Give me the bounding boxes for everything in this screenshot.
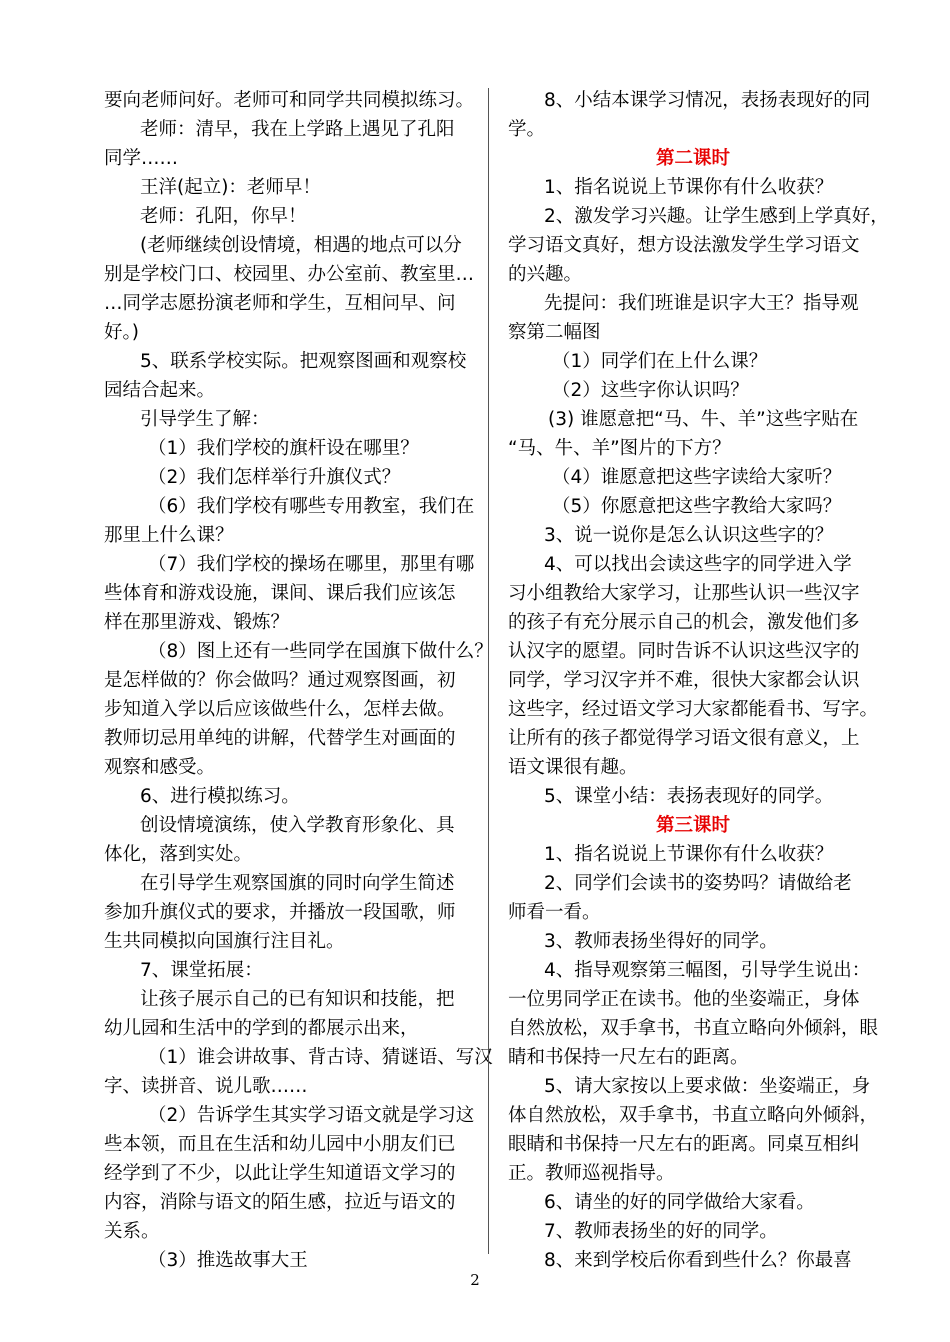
text-line: （7）我们学校的操场在哪里，那里有哪 [148,554,475,575]
text-line: 语文课很有趣。 [508,757,638,778]
text-line: 的孩子有充分展示自己的机会，激发他们多 [508,612,860,633]
text-line: 园结合起来。 [104,380,216,401]
text-line: 别是学校门口、校园里、办公室前、教室里… [104,264,475,285]
text-line: 王洋(起立)：老师早！ [140,177,321,198]
text-line: 关系。 [104,1221,160,1242]
text-line: (老师继续创设情境，相遇的地点可以分 [140,235,462,256]
text-line: （2）这些字你认识吗？ [552,380,749,401]
text-line: 先提问：我们班谁是识字大王？指导观 [544,293,859,314]
text-line: …同学志愿扮演老师和学生，互相问早、问 [104,293,456,314]
text-line: 的兴趣。 [508,264,583,285]
text-line: 学习语文真好，想方设法激发学生学习语文 [508,235,860,256]
text-line: 步知道入学以后应该做些什么，怎样去做。 [104,699,456,720]
text-line: 内容，消除与语文的陌生感，拉近与语文的 [104,1192,456,1213]
text-line: 好。) [104,322,139,343]
text-line: “马、牛、羊”图片的下方？ [508,438,731,459]
text-line: 习小组教给大家学习，让那些认识一些汉字 [508,583,860,604]
text-line: 体化，落到实处。 [104,844,253,865]
text-line: （5）你愿意把这些字教给大家吗？ [552,496,842,517]
text-line: 师看一看。 [508,902,601,923]
text-line: 是怎样做的？你会做吗？通过观察图画，初 [104,670,456,691]
text-line: （1）我们学校的旗杆设在哪里？ [148,438,419,459]
text-line: 察第二幅图 [508,322,601,343]
text-line: 体自然放松，双手拿书，书直立略向外倾斜， [508,1105,879,1126]
text-line: 创设情境演练，使入学教育形象化、具 [140,815,455,836]
text-line: 8、来到学校后你看到些什么？你最喜 [544,1250,852,1271]
text-line: 4、可以找出会读这些字的同学进入学 [544,554,852,575]
text-line: （8）图上还有一些同学在国旗下做什么？ [148,641,493,662]
text-line: 自然放松，双手拿书，书直立略向外倾斜，眼 [508,1018,879,1039]
text-line: 老师：清早，我在上学路上遇见了孔阳 [140,119,455,140]
text-line: 学。 [508,119,546,140]
right-column [508,86,889,1275]
text-line: 6、进行模拟练习。 [140,786,300,807]
text-line: （1）同学们在上什么课？ [552,351,768,372]
text-line: 经学到了不少，以此让学生知道语文学习的 [104,1163,456,1184]
text-line: 眼睛和书保持一尺左右的距离。同桌互相纠 [508,1134,860,1155]
text-line: 在引导学生观察国旗的同时向学生简述 [140,873,455,894]
text-line: （4）谁愿意把这些字读给大家听？ [552,467,842,488]
text-line: 3、说一说你是怎么认识这些字的？ [544,525,834,546]
text-line: 7、课堂拓展： [140,960,263,981]
text-line: 认汉字的愿望。同时告诉不认识这些汉字的 [508,641,860,662]
text-line: 那里上什么课？ [104,525,234,546]
section-heading: 第三课时 [655,815,730,836]
text-line: 教师切忌用单纯的讲解，代替学生对画面的 [104,728,456,749]
text-line: 参加升旗仪式的要求，并播放一段国歌，师 [104,902,456,923]
text-line: 字、读拼音、说儿歌…… [104,1076,308,1097]
text-line: 正。教师巡视指导。 [508,1163,675,1184]
text-line: 引导学生了解： [140,409,270,430]
text-line: （2）告诉学生其实学习语文就是学习这 [148,1105,475,1126]
text-line: （1）谁会讲故事、背古诗、猜谜语、写汉 [148,1047,493,1068]
text-line: 些体育和游戏设施，课间、课后我们应该怎 [104,583,456,604]
text-line: 观察和感受。 [104,757,216,778]
text-line: 2、同学们会读书的姿势吗？请做给老 [544,873,852,894]
text-line: （3）推选故事大王 [148,1250,308,1271]
text-line: （2）我们怎样举行升旗仪式？ [148,467,401,488]
page-number: 2 [470,1271,480,1289]
text-line: 6、请坐的好的同学做给大家看。 [544,1192,815,1213]
text-line: 1、指名说说上节课你有什么收获？ [544,177,834,198]
text-line: 4、指导观察第三幅图，引导学生说出： [544,960,871,981]
text-line: 同学…… [104,148,179,169]
text-line: 1、指名说说上节课你有什么收获？ [544,844,834,865]
text-line: 些本领，而且在生活和幼儿园中小朋友们已 [104,1134,456,1155]
text-line: (3) 谁愿意把“马、牛、羊”这些字贴在 [548,409,859,430]
text-line: 样在那里游戏、锻炼？ [104,612,290,633]
text-line: 一位男同学正在读书。他的坐姿端正，身体 [508,989,860,1010]
text-line: （6）我们学校有哪些专用教室，我们在 [148,496,475,517]
text-line: 5、联系学校实际。把观察图画和观察校 [140,351,467,372]
text-line: 让孩子展示自己的已有知识和技能，把 [140,989,455,1010]
text-line: 睛和书保持一尺左右的距离。 [508,1047,749,1068]
left-column [104,86,493,1275]
text-line: 2、激发学习兴趣。让学生感到上学真好， [544,206,889,227]
text-line: 同学，学习汉字并不难，很快大家都会认识 [508,670,860,691]
text-line: 这些字，经过语文学习大家都能看书、写字。 [508,699,879,720]
text-line: 要向老师问好。老师可和同学共同模拟练习。 [104,90,475,111]
section-heading: 第二课时 [655,148,730,169]
text-line: 5、课堂小结：表扬表现好的同学。 [544,786,834,807]
text-line: 5、请大家按以上要求做：坐姿端正，身 [544,1076,871,1097]
text-line: 老师：孔阳，你早！ [140,206,307,227]
text-line: 生共同模拟向国旗行注目礼。 [104,931,345,952]
text-line: 7、教师表扬坐的好的同学。 [544,1221,778,1242]
column-divider [488,88,489,1254]
text-line: 3、教师表扬坐得好的同学。 [544,931,778,952]
text-line: 幼儿园和生活中的学到的都展示出来， [104,1018,419,1039]
text-line: 让所有的孩子都觉得学习语文很有意义，上 [508,728,860,749]
text-line: 8、小结本课学习情况，表扬表现好的同 [544,90,871,111]
